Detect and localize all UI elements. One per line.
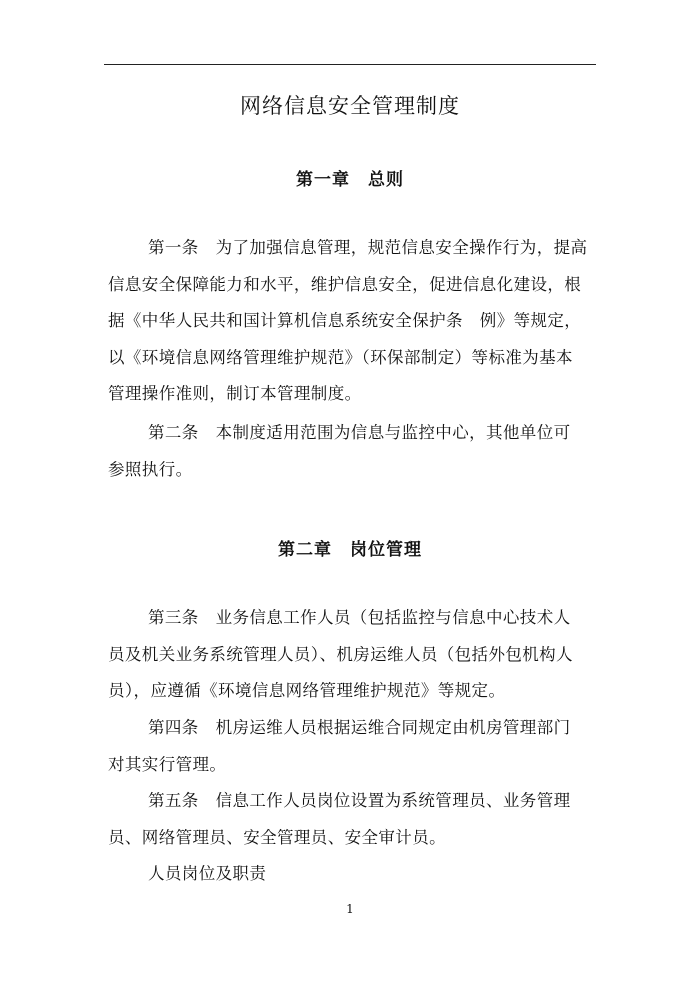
article-5 (108, 783, 598, 856)
roles-subheading-text: 人员岗位及职责 (148, 864, 267, 883)
article-1-line: 第一条 为了加强信息管理，规范信息安全操作行为，提高 (148, 238, 588, 257)
article-1-line: 据《中华人民共和国计算机信息系统安全保护条 例》等规定， (108, 311, 582, 330)
chapter-1-heading: 第一章 总则 (296, 170, 404, 190)
article-1-line: 管理操作准则，制订本管理制度。 (108, 384, 362, 403)
article-1 (108, 230, 598, 413)
page-number: 1 (346, 902, 354, 916)
article-4-line: 第四条 机房运维人员根据运维合同规定由机房管理部门 (148, 718, 571, 737)
article-3-line: 第三条 业务信息工作人员（包括监控与信息中心技术人 (148, 608, 571, 627)
article-3-line: 员），应遵循《环境信息网络管理维护规范》等规定。 (108, 681, 506, 700)
article-2-line: 参照执行。 (108, 459, 193, 479)
article-3-line: 员及机关业务系统管理人员）、机房运维人员（包括外包机构人 (108, 644, 573, 664)
article-3 (108, 600, 598, 710)
roles-subheading (108, 856, 598, 893)
article-5-line: 员、网络管理员、安全管理员、安全审计员。 (108, 827, 446, 847)
document-title: 网络信息安全管理制度 (240, 94, 460, 118)
header-rule (104, 64, 596, 65)
article-1-line: 以《环境信息网络管理维护规范》（环保部制定）等标准为基本 (108, 347, 573, 367)
article-5-line: 第五条 信息工作人员岗位设置为系统管理员、业务管理 (148, 791, 571, 810)
chapter-2-heading: 第二章 岗位管理 (278, 540, 422, 560)
article-4-line: 对其实行管理。 (108, 754, 227, 774)
article-2 (108, 415, 598, 488)
article-4 (108, 710, 598, 783)
article-2-line: 第二条 本制度适用范围为信息与监控中心，其他单位可 (148, 423, 571, 442)
article-1-line: 信息安全保障能力和水平，维护信息安全，促进信息化建设，根 (108, 274, 582, 294)
